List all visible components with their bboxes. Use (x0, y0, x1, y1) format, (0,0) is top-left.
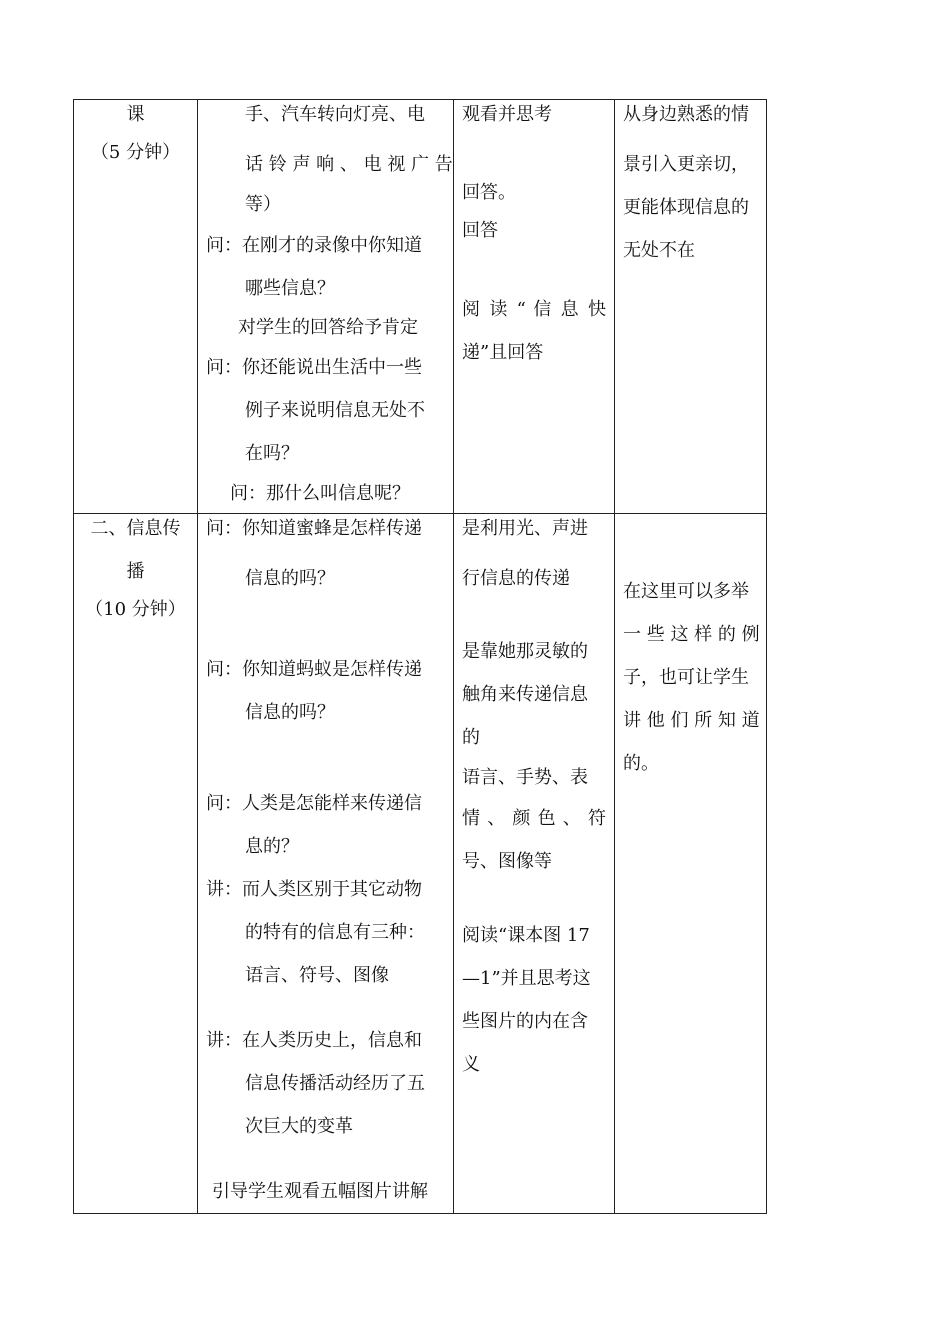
stage-duration: （10 分钟） (85, 599, 186, 620)
teacher-explanation: 讲：在人类历史上，信息和 (206, 1030, 422, 1051)
design-intent-cell (615, 100, 767, 514)
student-line: 触角来传递信息 (462, 684, 588, 705)
teacher-line: 对学生的回答给予肯定 (238, 317, 418, 338)
student-line: 回答 (462, 220, 498, 241)
table-row (74, 514, 767, 1214)
student-line: 回答。 (462, 182, 516, 203)
teacher-question: 问：你知道蚂蚁是怎样传递 (206, 659, 422, 680)
stage-duration: （5 分钟） (90, 142, 181, 163)
student-line: 是靠她那灵敏的 (462, 641, 588, 662)
teacher-activity-cell (198, 514, 454, 1214)
teacher-line: 的特有的信息有三种： (245, 922, 425, 943)
teacher-line: 哪些信息？ (245, 278, 335, 299)
intent-line: 子，也可让学生 (623, 667, 749, 688)
student-line: 观看并思考 (462, 104, 552, 125)
student-line: 递”且回答 (462, 342, 544, 363)
student-activity-cell (454, 514, 615, 1214)
teacher-line: 等） (245, 194, 281, 215)
teacher-line: 信息的吗？ (245, 568, 335, 589)
student-line: 情 、 颜 色 、 符 (462, 808, 606, 829)
teacher-question: 问：在刚才的录像中你知道 (206, 235, 422, 256)
student-line: —1”并且思考这 (462, 968, 591, 989)
lesson-plan-table (73, 99, 767, 1214)
teacher-line: 例子来说明信息无处不 (245, 400, 425, 421)
intent-line: 更能体现信息的 (623, 197, 749, 218)
teacher-question: 问：你知道蜜蜂是怎样传递 (206, 518, 422, 539)
intent-line: 讲 他 们 所 知 道 (623, 710, 760, 731)
teacher-line: 次巨大的变革 (245, 1116, 353, 1137)
stage-cell (74, 514, 198, 1214)
student-line: 些图片的内在含 (462, 1011, 588, 1032)
teacher-line: 信息传播活动经历了五 (245, 1073, 425, 1094)
teacher-question: 问：那什么叫信息呢？ (230, 483, 410, 504)
teacher-line: 在吗？ (245, 443, 299, 464)
table-row (74, 100, 767, 514)
teacher-explanation: 讲：而人类区别于其它动物 (206, 879, 422, 900)
student-line: 语言、手势、表 (462, 767, 588, 788)
teacher-line: 语言、符号、图像 (245, 965, 389, 986)
teacher-question: 问：人类是怎能样来传递信 (206, 793, 422, 814)
intent-line: 的。 (623, 753, 659, 774)
student-line: 的 (462, 727, 480, 748)
stage-label: 课 (126, 104, 145, 125)
intent-line: 从身边熟悉的情 (623, 104, 749, 125)
intent-line: 景引入更亲切， (623, 154, 749, 175)
stage-label: 二、信息传 (90, 518, 181, 539)
student-line: 阅 读 “ 信 息 快 (462, 299, 606, 320)
design-intent-cell (615, 514, 767, 1214)
teacher-line: 手、汽车转向灯亮、电 (245, 104, 425, 125)
intent-line: 在这里可以多举 (623, 581, 749, 602)
teacher-line: 息的？ (245, 836, 299, 857)
intent-line: 无处不在 (623, 240, 695, 261)
student-line: 是利用光、声进 (462, 518, 588, 539)
student-line: 义 (462, 1054, 480, 1075)
student-line: 行信息的传递 (462, 568, 570, 589)
stage-cell (74, 100, 198, 514)
intent-line: 一 些 这 样 的 例 (623, 624, 760, 645)
student-line: 号、图像等 (462, 851, 552, 872)
teacher-question: 问：你还能说出生活中一些 (206, 357, 422, 378)
student-line: 阅读“课本图 17 (462, 925, 590, 946)
teacher-line: 话 铃 声 响 、 电 视 广 告 (245, 154, 453, 175)
teacher-line: 引导学生观看五幅图片讲解 (212, 1181, 428, 1202)
teacher-activity-cell (198, 100, 454, 514)
teacher-line: 信息的吗？ (245, 702, 335, 723)
stage-label: 播 (126, 561, 145, 582)
student-activity-cell (454, 100, 615, 514)
